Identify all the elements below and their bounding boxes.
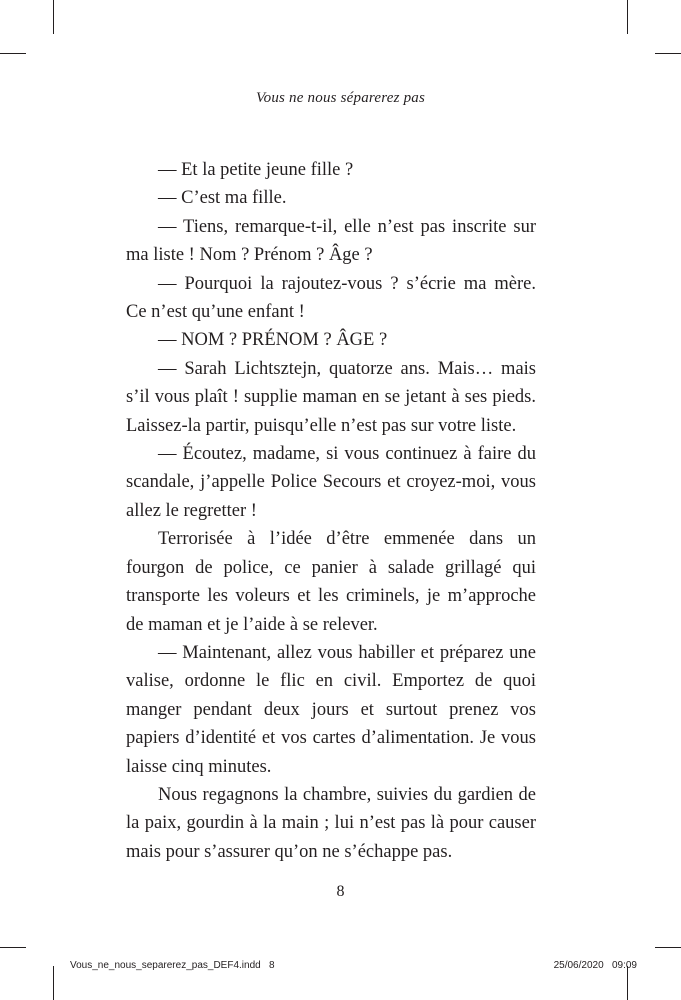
- paragraph: — C’est ma fille.: [158, 188, 287, 209]
- paragraph: Nous regagnons la chambre, suivies du gardien de la paix, gourdin à la main ; lui n’est pas là pour causer mais pour s’assurer qu’on ne s’échappe pas.: [126, 784, 536, 862]
- paragraph: — Tiens, remarque-t-il, elle n’est pas inscrite sur ma liste ! Nom ? Prénom ? Âge ?: [126, 216, 536, 266]
- crop-mark-top-right-horizontal: [655, 53, 681, 54]
- paragraph: — Et la petite jeune fille ?: [158, 160, 354, 180]
- paragraph: — NOM ? PRÉNOM ? ÂGE ?: [158, 330, 388, 351]
- body-text: [126, 156, 536, 866]
- paragraph: — Sarah Lichtsztejn, quatorze ans. Mais… mais s’il vous plaît ! supplie maman en se jetant à ses pieds. Laissez-la partir, puisqu’elle n’est pas sur votre liste.: [126, 358, 536, 436]
- slug-timestamp: 25/06/2020 09:09: [553, 960, 637, 971]
- crop-mark-bottom-right-horizontal: [655, 947, 681, 948]
- crop-mark-top-right-vertical: [627, 0, 628, 34]
- paragraph: — Maintenant, allez vous habiller et préparez une valise, ordonne le flic en civil. Emportez de quoi manger pendant deux jours et surtout prenez vos papiers d’identité et vos cartes d’alimentation. Je vous laisse cinq minutes.: [126, 642, 536, 777]
- crop-mark-bottom-left-horizontal: [0, 947, 26, 948]
- crop-mark-bottom-left-vertical: [53, 966, 54, 1000]
- crop-mark-top-left-vertical: [53, 0, 54, 34]
- crop-mark-top-left-horizontal: [0, 53, 26, 54]
- crop-mark-bottom-right-vertical: [627, 966, 628, 1000]
- paragraph: — Pourquoi la rajoutez-vous ? s’écrie ma mère. Ce n’est qu’une enfant !: [126, 273, 536, 323]
- paragraph: — Écoutez, madame, si vous continuez à faire du scandale, j’appelle Police Secours et croyez-moi, vous allez le regretter !: [126, 444, 536, 521]
- page-number: 8: [336, 883, 345, 900]
- running-head: Vous ne nous séparerez pas: [255, 90, 426, 106]
- paragraph: Terrorisée à l’idée d’être emmenée dans un fourgon de police, ce panier à salade grillagé qui transporte les voleurs et les criminels, je m’approche de maman et je l’aide à se relever.: [126, 529, 536, 635]
- slug-file-info: Vous_ne_nous_separerez_pas_DEF4.indd 8: [70, 960, 275, 971]
